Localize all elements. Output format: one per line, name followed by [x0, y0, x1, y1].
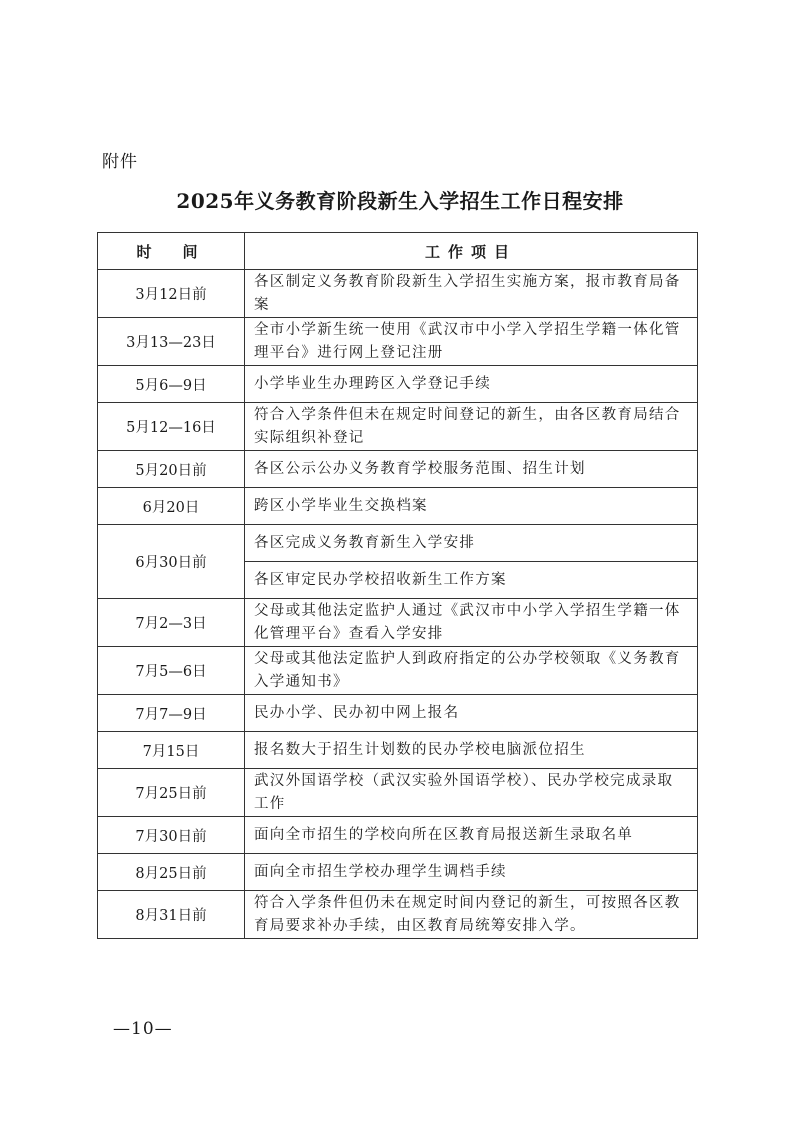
task-cell: 报名数大于招生计划数的民办学校电脑派位招生	[245, 732, 698, 769]
time-cell: 3月13—23日	[98, 318, 245, 366]
attachment-label: 附件	[102, 152, 138, 172]
table-row	[98, 525, 698, 562]
table-header-row	[98, 233, 698, 270]
header-time: 时 间	[98, 233, 245, 270]
table-row	[98, 270, 698, 318]
task-cell: 符合入学条件但仍未在规定时间内登记的新生，可按照各区教育局要求补办手续，由区教育局统筹安排入学。	[245, 891, 698, 939]
document-title: 2025年义务教育阶段新生入学招生工作日程安排	[176, 189, 624, 213]
task-cell: 父母或其他法定监护人通过《武汉市中小学入学招生学籍一体化管理平台》查看入学安排	[245, 599, 698, 647]
time-cell: 5月20日前	[98, 451, 245, 488]
task-cell: 各区审定民办学校招收新生工作方案	[245, 562, 698, 599]
task-cell: 各区公示公办义务教育学校服务范围、招生计划	[245, 451, 698, 488]
task-cell: 武汉外国语学校（武汉实验外国语学校）、民办学校完成录取工作	[245, 769, 698, 817]
time-cell: 6月30日前	[98, 525, 245, 599]
table-row	[98, 366, 698, 403]
time-cell: 5月6—9日	[98, 366, 245, 403]
time-cell: 6月20日	[98, 488, 245, 525]
task-cell: 面向全市招生的学校向所在区教育局报送新生录取名单	[245, 817, 698, 854]
time-cell: 8月25日前	[98, 854, 245, 891]
task-cell: 全市小学新生统一使用《武汉市中小学入学招生学籍一体化管理平台》进行网上登记注册	[245, 318, 698, 366]
time-cell: 8月31日前	[98, 891, 245, 939]
time-cell: 3月12日前	[98, 270, 245, 318]
table-row	[98, 695, 698, 732]
task-cell: 符合入学条件但未在规定时间登记的新生，由各区教育局结合实际组织补登记	[245, 403, 698, 451]
task-cell: 跨区小学毕业生交换档案	[245, 488, 698, 525]
task-cell: 面向全市招生学校办理学生调档手续	[245, 854, 698, 891]
time-cell: 7月30日前	[98, 817, 245, 854]
table-row	[98, 647, 698, 695]
header-work-items: 工作项目	[245, 233, 698, 270]
table-row	[98, 599, 698, 647]
time-cell: 7月7—9日	[98, 695, 245, 732]
table-row	[98, 318, 698, 366]
task-cell: 小学毕业生办理跨区入学登记手续	[245, 366, 698, 403]
time-cell: 7月25日前	[98, 769, 245, 817]
page-number: —10—	[113, 1019, 173, 1039]
task-cell: 民办小学、民办初中网上报名	[245, 695, 698, 732]
table-row	[98, 488, 698, 525]
table-row	[98, 854, 698, 891]
schedule-table	[97, 232, 698, 939]
table-row	[98, 769, 698, 817]
time-cell: 7月15日	[98, 732, 245, 769]
time-cell: 7月5—6日	[98, 647, 245, 695]
task-cell: 父母或其他法定监护人到政府指定的公办学校领取《义务教育入学通知书》	[245, 647, 698, 695]
time-cell: 7月2—3日	[98, 599, 245, 647]
table-row	[98, 403, 698, 451]
time-cell: 5月12—16日	[98, 403, 245, 451]
table-row	[98, 891, 698, 939]
task-cell: 各区完成义务教育新生入学安排	[245, 525, 698, 562]
table-row	[98, 451, 698, 488]
task-cell: 各区制定义务教育阶段新生入学招生实施方案，报市教育局备案	[245, 270, 698, 318]
table-row	[98, 732, 698, 769]
table-row	[98, 817, 698, 854]
